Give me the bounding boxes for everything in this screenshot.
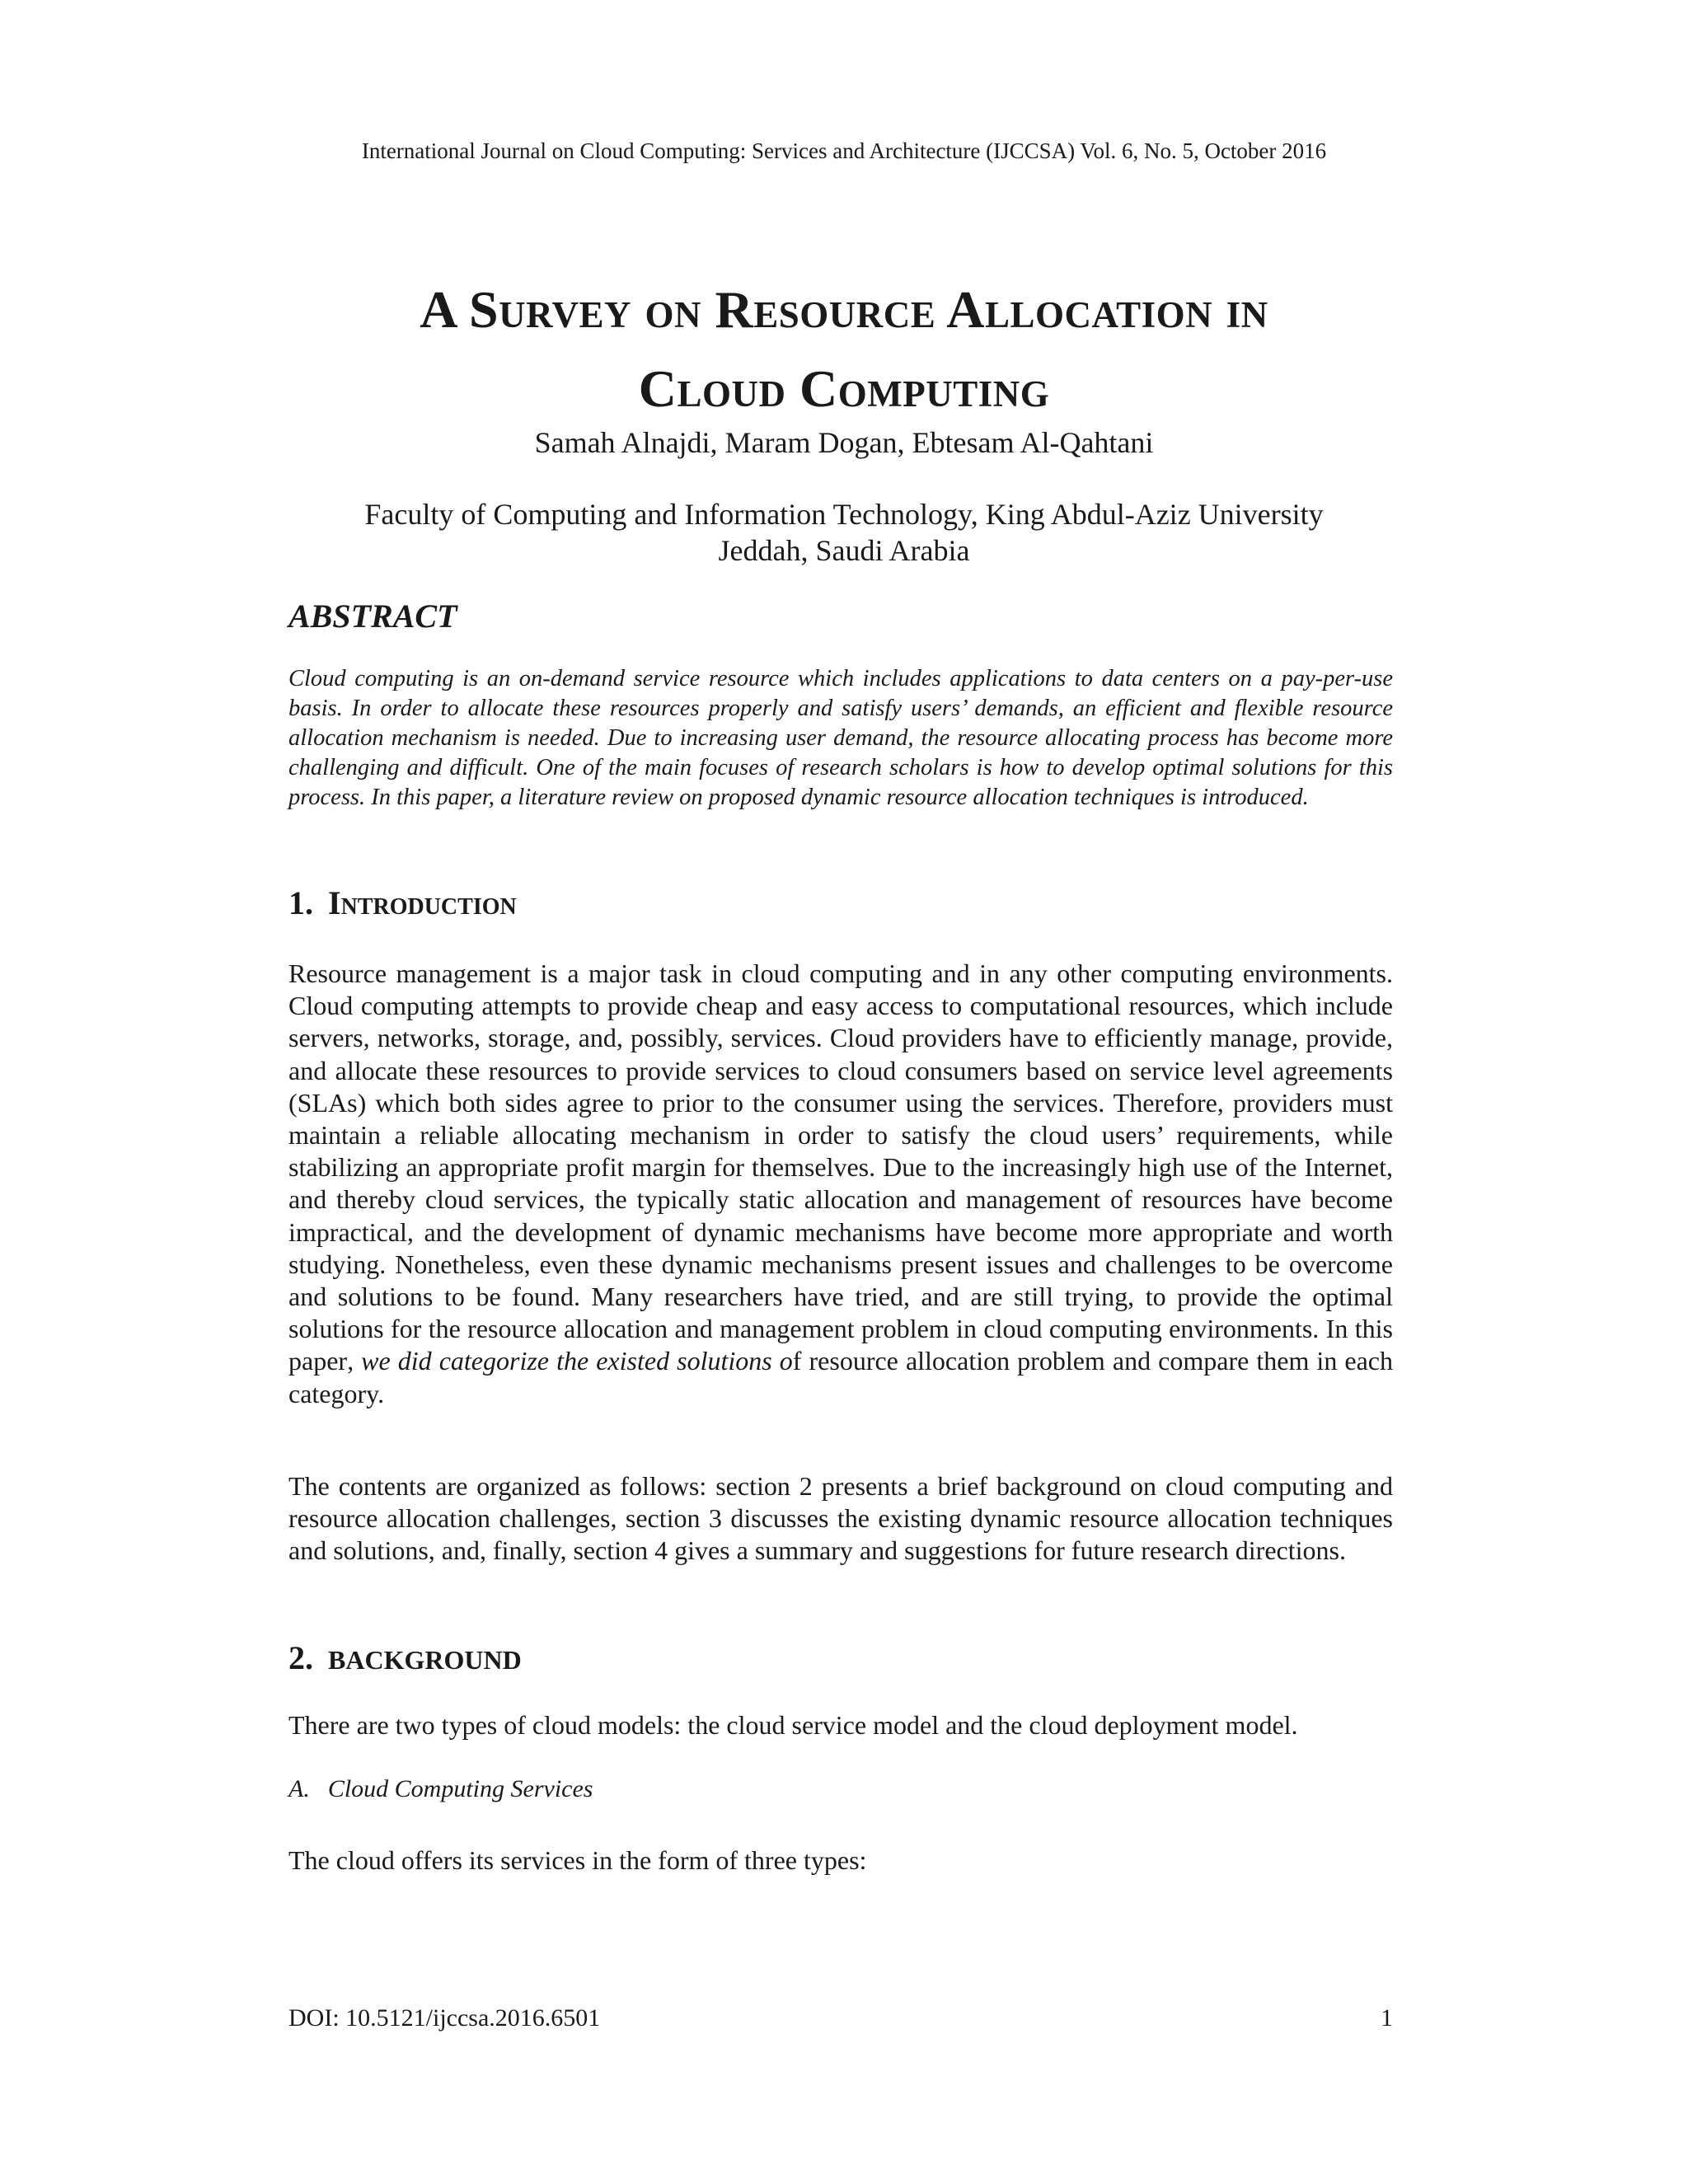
paper-title — [0, 270, 1688, 429]
affiliation-line-1: Faculty of Computing and Information Technology, King Abdul-Aziz University — [364, 498, 1324, 531]
affiliation-line-2: Jeddah, Saudi Arabia — [718, 534, 970, 567]
title-line-2: Cloud Computing — [638, 359, 1050, 418]
section-1-paragraph-1 — [288, 958, 1393, 1410]
section-1-heading — [288, 883, 1393, 922]
section-1-paragraph-1-end: f resource allocation problem and compare them in each category. — [288, 1346, 1394, 1408]
title-line-1: A Survey on Resource Allocation in — [420, 280, 1268, 339]
affiliation — [0, 496, 1688, 569]
authors: Samah Alnajdi, Maram Dogan, Ebtesam Al-Qahtani — [534, 426, 1154, 459]
section-2-number: 2. — [288, 1639, 313, 1676]
section-2-heading — [288, 1638, 1393, 1677]
page-number: 1 — [1381, 2004, 1393, 2032]
section-1-title-initial: I — [328, 884, 341, 921]
running-header: International Journal on Cloud Computing: Services and Architecture (IJCCSA) Vol. 6, No. 5, October 2016 — [361, 138, 1327, 163]
section-2-title: BACKGROUND — [328, 1645, 522, 1675]
section-1-paragraph-2: The contents are organized as follows: section 2 presents a brief background on cloud computing and resource allocation challenges, section 3 discusses the existing dynamic resource allocation techniques and solutions, and, finally, section 4 gives a summary and suggestions for future research directions. — [288, 1471, 1393, 1566]
section-1-number: 1. — [288, 884, 313, 921]
section-2-paragraph-1: There are two types of cloud models: the cloud service model and the cloud deployment model. — [288, 1710, 1298, 1740]
abstract-heading: ABSTRACT — [288, 598, 457, 635]
section-1-paragraph-1-italic: , we did categorize the existed solutions o — [347, 1346, 793, 1376]
subsection-a-letter: A. — [288, 1775, 310, 1802]
subsection-a-title: Cloud Computing Services — [327, 1775, 593, 1802]
section-2-paragraph-2: The cloud offers its services in the form of three types: — [288, 1845, 867, 1875]
section-1-paragraph-1-text: Resource management is a major task in cloud computing and in any other computing environments. Cloud computing attempts to provide cheap and easy access to computational resources, which include servers, networks, storage, and, possibly, services. Cloud providers have to efficiently manage, provide, and allocate these resources to provide services to cloud consumers based on service level agreements (SLAs) which both sides agree to prior to the consumer using the services. Therefore, providers must maintain a reliable allocating mechanism in order to satisfy the cloud users’ requirements, while stabilizing an appropriate profit margin for themselves. Due to the increasingly high use of the Internet, and thereby cloud services, the typically static allocation and management of resources have become impractical, and the development of dynamic mechanisms have become more appropriate and worth studying. Nonetheless, even these dynamic mechanisms present issues and challenges to be overcome and solutions to be found. Many researchers have tried, and are still trying, to provide the optimal solutions for the resource allocation and management problem in cloud computing environments. In this paper — [288, 958, 1393, 1376]
footer-doi: DOI: 10.5121/ijccsa.2016.6501 — [288, 2004, 601, 2032]
subsection-a-heading — [288, 1775, 1393, 1803]
abstract-text: Cloud computing is an on-demand service resource which includes applications to data centers on a pay-per-use basis. In order to allocate these resources properly and satisfy users’ demands, an efficient and flexible resource allocation mechanism is needed. Due to increasing user demand, the resource allocating process has become more challenging and difficult. One of the main focuses of research scholars is how to develop optimal solutions for this process. In this paper, a literature review on proposed dynamic resource allocation techniques is introduced. — [288, 666, 1393, 810]
section-1-title-rest: ntroduction — [340, 884, 517, 921]
